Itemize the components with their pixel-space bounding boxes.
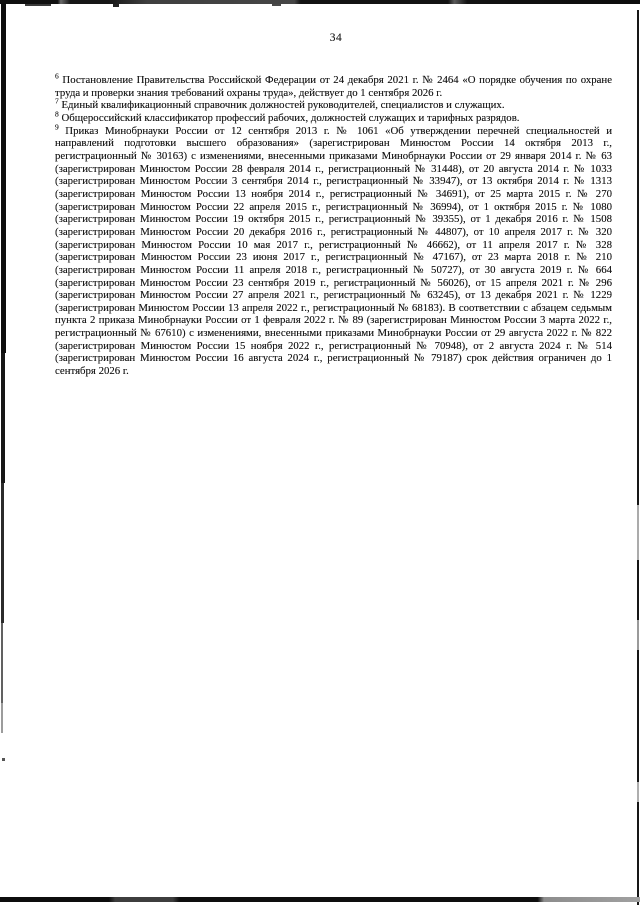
scan-artifact-left-edge xyxy=(1,3,6,353)
footnote-8-marker: 8 xyxy=(55,109,59,119)
footnote-7-marker: 7 xyxy=(55,96,59,106)
footnote-9-marker: 9 xyxy=(55,122,59,132)
footnote-8 xyxy=(55,109,612,125)
footnote-8-text: Общероссийский классификатор профессий рабочих, должностей служащих и тарифных разрядов. xyxy=(61,111,520,124)
footnote-9 xyxy=(55,122,613,378)
scan-artifact-right-edge xyxy=(637,10,639,905)
footnotes-section xyxy=(55,71,613,378)
scan-artifact-right-edge-gap xyxy=(637,782,639,802)
scan-artifact-left-edge xyxy=(1,483,4,623)
scan-artifact-top-edge xyxy=(0,0,640,4)
scan-artifact-left-edge xyxy=(1,623,3,703)
footnote-6-marker: 6 xyxy=(55,71,59,81)
footnote-7-text: Единый квалификационный справочник должностей руководителей, специалистов и служащих. xyxy=(61,99,505,112)
scan-artifact-left-edge xyxy=(1,353,5,483)
footnote-7 xyxy=(55,96,612,112)
scan-artifact-top-tick xyxy=(113,4,119,7)
scan-artifact-speck xyxy=(2,758,5,761)
scan-artifact-right-edge-gap xyxy=(637,505,639,560)
footnote-6-text: Постановление Правительства Российской Федерации от 24 декабря 2021 г. № 2464 «О порядке обучения по охране труда и проверки знания требований охраны труда», действует до 1 сентября 2026 г. xyxy=(55,74,613,99)
scan-artifact-top-tick xyxy=(272,4,281,6)
footnote-9-text: Приказ Минобрнауки России от 12 сентября 2013 г. № 1061 «Об утверждении перечней специальностей и направлений подготовки высшего образования» (зарегистрирован Минюстом России 14 октября 2013 г., регистрационный № 30163) с изменениями, внесенными приказами Минобрнауки России от 29 января 2014 г. № 63 (зарегистрирован Минюстом России 28 февраля 2014 г., регистрационный № 31448), от 20 августа 2014 г. № 1033 (зарегистрирован Минюстом России 3 сентября 2014 г., регистрационный № 33947), от 13 октября 2014 г. № 1313 (зарегистрирован Минюстом России 13 ноября 2014 г., регистрационный № 34691), от 25 марта 2015 г. № 270 (зарегистрирован Минюстом России 22 апреля 2015 г., регистрационный № 36994), от 1 октября 2015 г. № 1080 (зарегистрирован Минюстом России 19 октября 2015 г., регистрационный № 39355), от 1 декабря 2016 г. № 1508 (зарегистрирован Минюстом России 20 декабря 2016 г., регистрационный № 44807), от 10 апреля 2017 г. № 320 (зарегистрирован Минюстом России 10 мая 2017 г., регистрационный № 46662), от 11 апреля 2017 г. № 328 (зарегистрирован Минюстом России 23 июня 2017 г., регистрационный № 47167), от 23 марта 2018 г. № 210 (зарегистрирован Минюстом России 11 апреля 2018 г., регистрационный № 50727), от 30 августа 2019 г. № 664 (зарегистрирован Минюстом России 23 сентября 2019 г., регистрационный № 56026), от 15 апреля 2021 г. № 296 (зарегистрирован Минюстом России 27 апреля 2021 г., регистрационный № 63245), от 13 декабря 2021 г. № 1229 (зарегистрирован Минюстом России 13 апреля 2022 г., регистрационный № 68183). В соответствии с абзацем седьмым пункта 2 приказа Минобрнауки России от 1 февраля 2022 г. № 89 (зарегистрирован Минюстом России 3 марта 2022 г., регистрационный № 67610) с изменениями, внесенными приказами Минобрнауки России от 29 августа 2022 г. № 822 (зарегистрирован Минюстом России 15 ноября 2022 г., регистрационный № 70948), от 2 августа 2024 г. № 514 (зарегистрирован Минюстом России 16 августа 2024 г., регистрационный № 79187) срок действия ограничен до 1 сентября 2026 г. xyxy=(55,124,613,378)
scan-artifact-bottom-edge xyxy=(0,897,640,902)
footnote-6 xyxy=(55,71,613,99)
scan-artifact-left-edge xyxy=(1,703,3,733)
scan-artifact-top-tick xyxy=(25,4,51,6)
page-number: 34 xyxy=(329,32,343,44)
scan-artifact-right-edge-gap xyxy=(637,620,639,650)
